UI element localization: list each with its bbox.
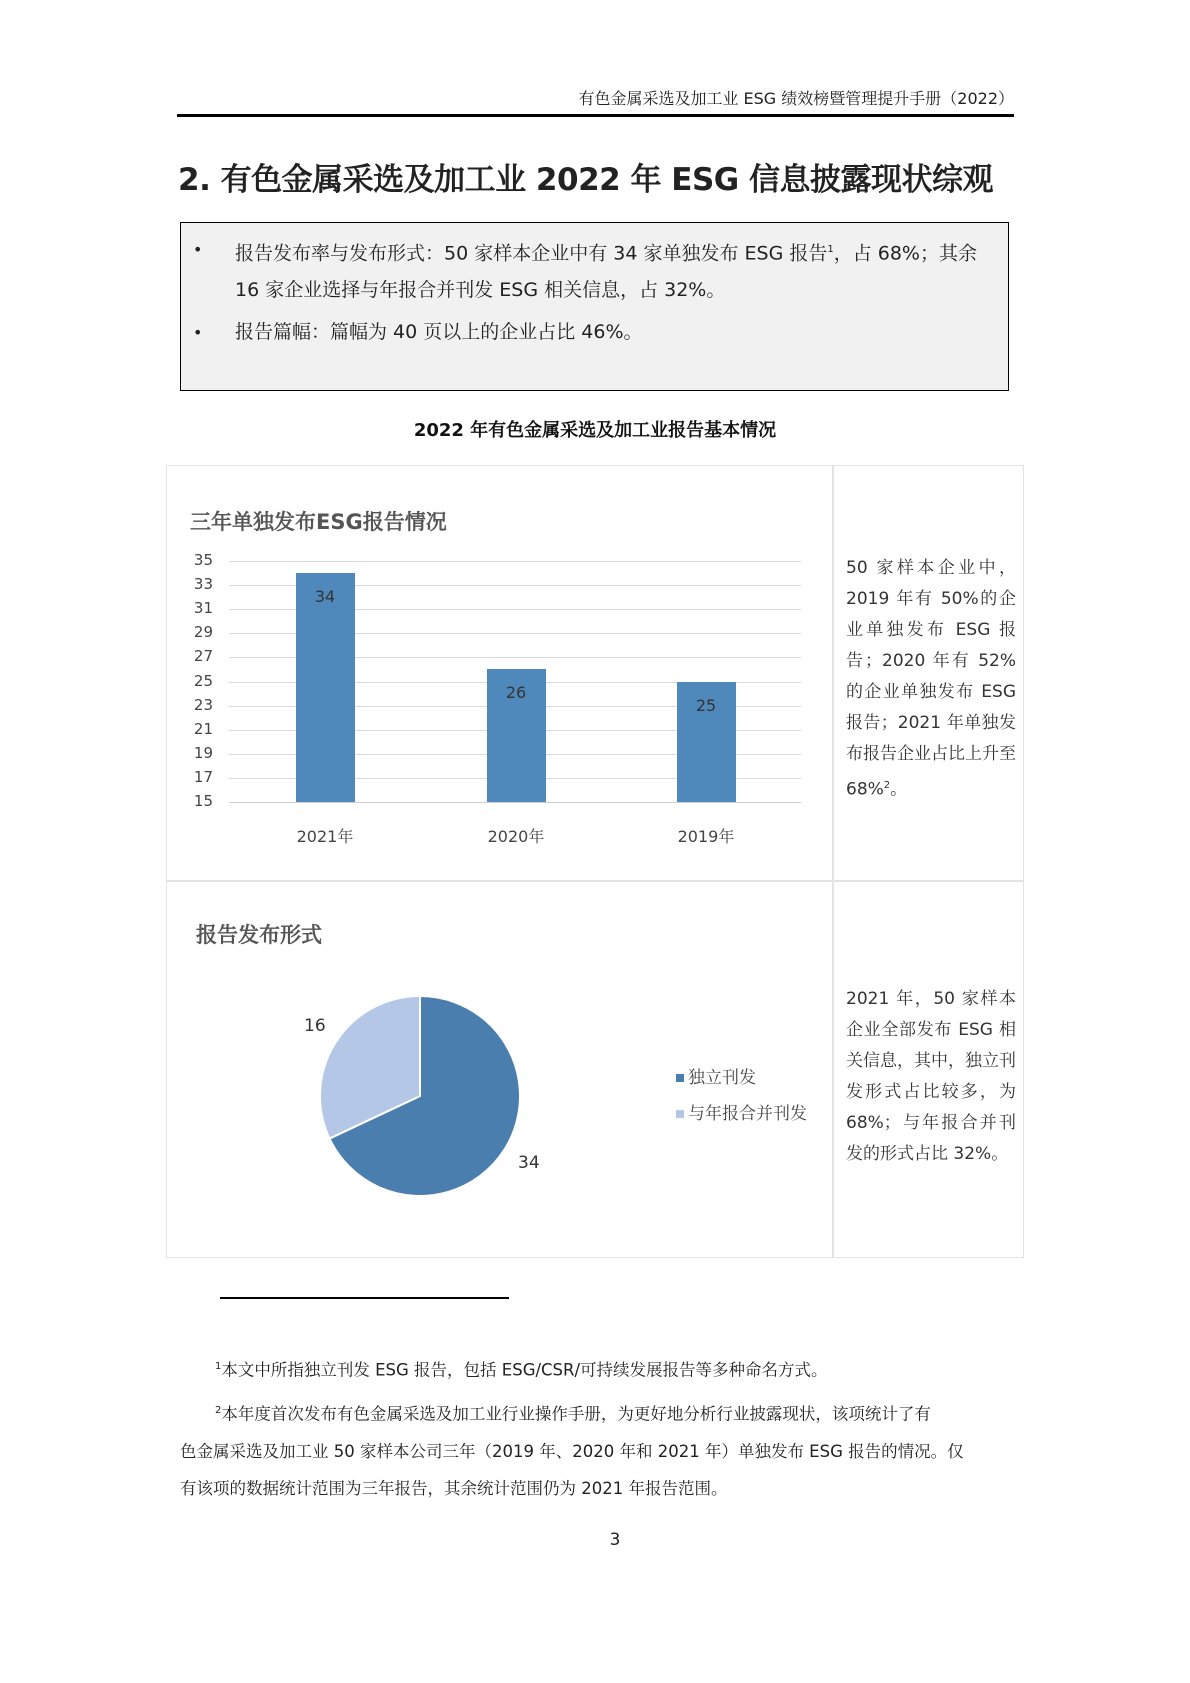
gridline bbox=[229, 561, 801, 562]
x-tick-label: 2020年 bbox=[487, 827, 545, 846]
footnote-1 bbox=[215, 1348, 828, 1389]
y-tick-label: 27 bbox=[193, 647, 213, 666]
bullet-text: 报告发布率与发布形式：50 家样本企业中有 34 家单独发布 ESG 报告 bbox=[235, 242, 828, 265]
y-tick-label: 19 bbox=[193, 743, 213, 762]
footnote-marker: 2 bbox=[215, 1405, 222, 1416]
section-title: 2. 有色金属采选及加工业 2022 年 ESG 信息披露现状综观 bbox=[178, 162, 994, 198]
table-row-divider bbox=[166, 880, 1024, 882]
footnote-ref[interactable]: 2 bbox=[883, 780, 891, 791]
x-tick-label: 2019年 bbox=[677, 827, 735, 846]
y-tick-label: 25 bbox=[193, 671, 213, 690]
y-tick-label: 21 bbox=[193, 719, 213, 738]
legend-swatch-icon bbox=[676, 1110, 684, 1118]
header-rule bbox=[177, 114, 1014, 117]
bullet-text-cont: ，占 68%；其余 bbox=[833, 242, 977, 265]
footnote-ref[interactable]: 1 bbox=[827, 244, 834, 255]
bullet-icon: • bbox=[193, 323, 203, 342]
bullet-icon: • bbox=[193, 240, 203, 259]
y-tick-label: 33 bbox=[193, 575, 213, 594]
y-tick-label: 35 bbox=[193, 551, 213, 569]
bar-chart-title: 三年单独发布ESG报告情况 bbox=[190, 510, 447, 534]
footnote-text: 本文中所指独立刊发 ESG 报告，包括 ESG/CSR/可持续发展报告等多种命名方式。 bbox=[221, 1360, 828, 1380]
y-tick-label: 29 bbox=[193, 623, 213, 642]
figure-title: 2022 年有色金属采选及加工业报告基本情况 bbox=[413, 420, 777, 441]
note-text: 50 家样本企业中，2019 年有 50%的企业单独发布 ESG 报告；2020 年有 52%的企业单独发布 ESG 报告；2021 年单独发布报告企业占比上升至 68% bbox=[846, 558, 1016, 800]
footnote-text: 本年度首次发布有色金属采选及加工业行业操作手册，为更好地分析行业披露现状，该项统计了有 bbox=[221, 1404, 931, 1424]
gridline bbox=[229, 802, 801, 803]
y-tick-label: 23 bbox=[193, 695, 213, 714]
bullet-text-line2: 16 家企业选择与年报合并刊发 ESG 相关信息，占 32%。 bbox=[235, 279, 726, 302]
pie-chart bbox=[300, 980, 560, 1220]
legend-item-independent[interactable] bbox=[676, 1063, 756, 1088]
note-end: 。 bbox=[890, 779, 908, 800]
pie-chart-title: 报告发布形式 bbox=[196, 923, 322, 947]
running-header: 有色金属采选及加工业 ESG 绩效榜暨管理提升手册（2022） bbox=[578, 89, 1014, 108]
bar-data-label: 26 bbox=[505, 683, 527, 703]
y-tick-label: 15 bbox=[193, 792, 213, 810]
y-tick-label: 31 bbox=[193, 599, 213, 618]
legend-label: 与年报合并刊发 bbox=[688, 1104, 807, 1124]
bullet-text: 报告篇幅：篇幅为 40 页以上的企业占比 46%。 bbox=[235, 321, 643, 343]
pie-panel-note: 2021 年，50 家样本企业全部发布 ESG 相关信息，其中，独立刊发形式占比较多，为 68%；与年报合并刊发的形式占比 32%。 bbox=[846, 989, 1016, 1164]
pie-label-combined: 16 bbox=[304, 1016, 326, 1036]
footnote-text: 有该项的数据统计范围为三年报告，其余统计范围仍为 2021 年报告范围。 bbox=[180, 1478, 728, 1498]
footnote-2 bbox=[180, 1392, 1020, 1507]
bar-2021年[interactable] bbox=[296, 573, 355, 802]
bar-data-label: 34 bbox=[314, 587, 336, 607]
y-tick-label: 17 bbox=[193, 767, 213, 786]
footnote-text: 色金属采选及加工业 50 家样本公司三年（2019 年、2020 年和 2021 年）单独发布 ESG 报告的情况。仅 bbox=[180, 1441, 964, 1461]
table-column-divider bbox=[832, 465, 834, 1258]
footnote-rule bbox=[220, 1297, 509, 1299]
bar-panel-note bbox=[846, 553, 1016, 806]
legend-swatch-icon bbox=[676, 1074, 684, 1082]
page-number: 3 bbox=[609, 1530, 621, 1550]
x-tick-label: 2021年 bbox=[296, 827, 354, 846]
summary-box bbox=[180, 222, 1009, 391]
bar-data-label: 25 bbox=[695, 695, 717, 715]
pie-label-independent: 34 bbox=[518, 1153, 540, 1173]
legend-label: 独立刊发 bbox=[688, 1068, 756, 1088]
legend-item-combined[interactable] bbox=[676, 1099, 807, 1124]
footnote-marker: 1 bbox=[215, 1361, 222, 1372]
